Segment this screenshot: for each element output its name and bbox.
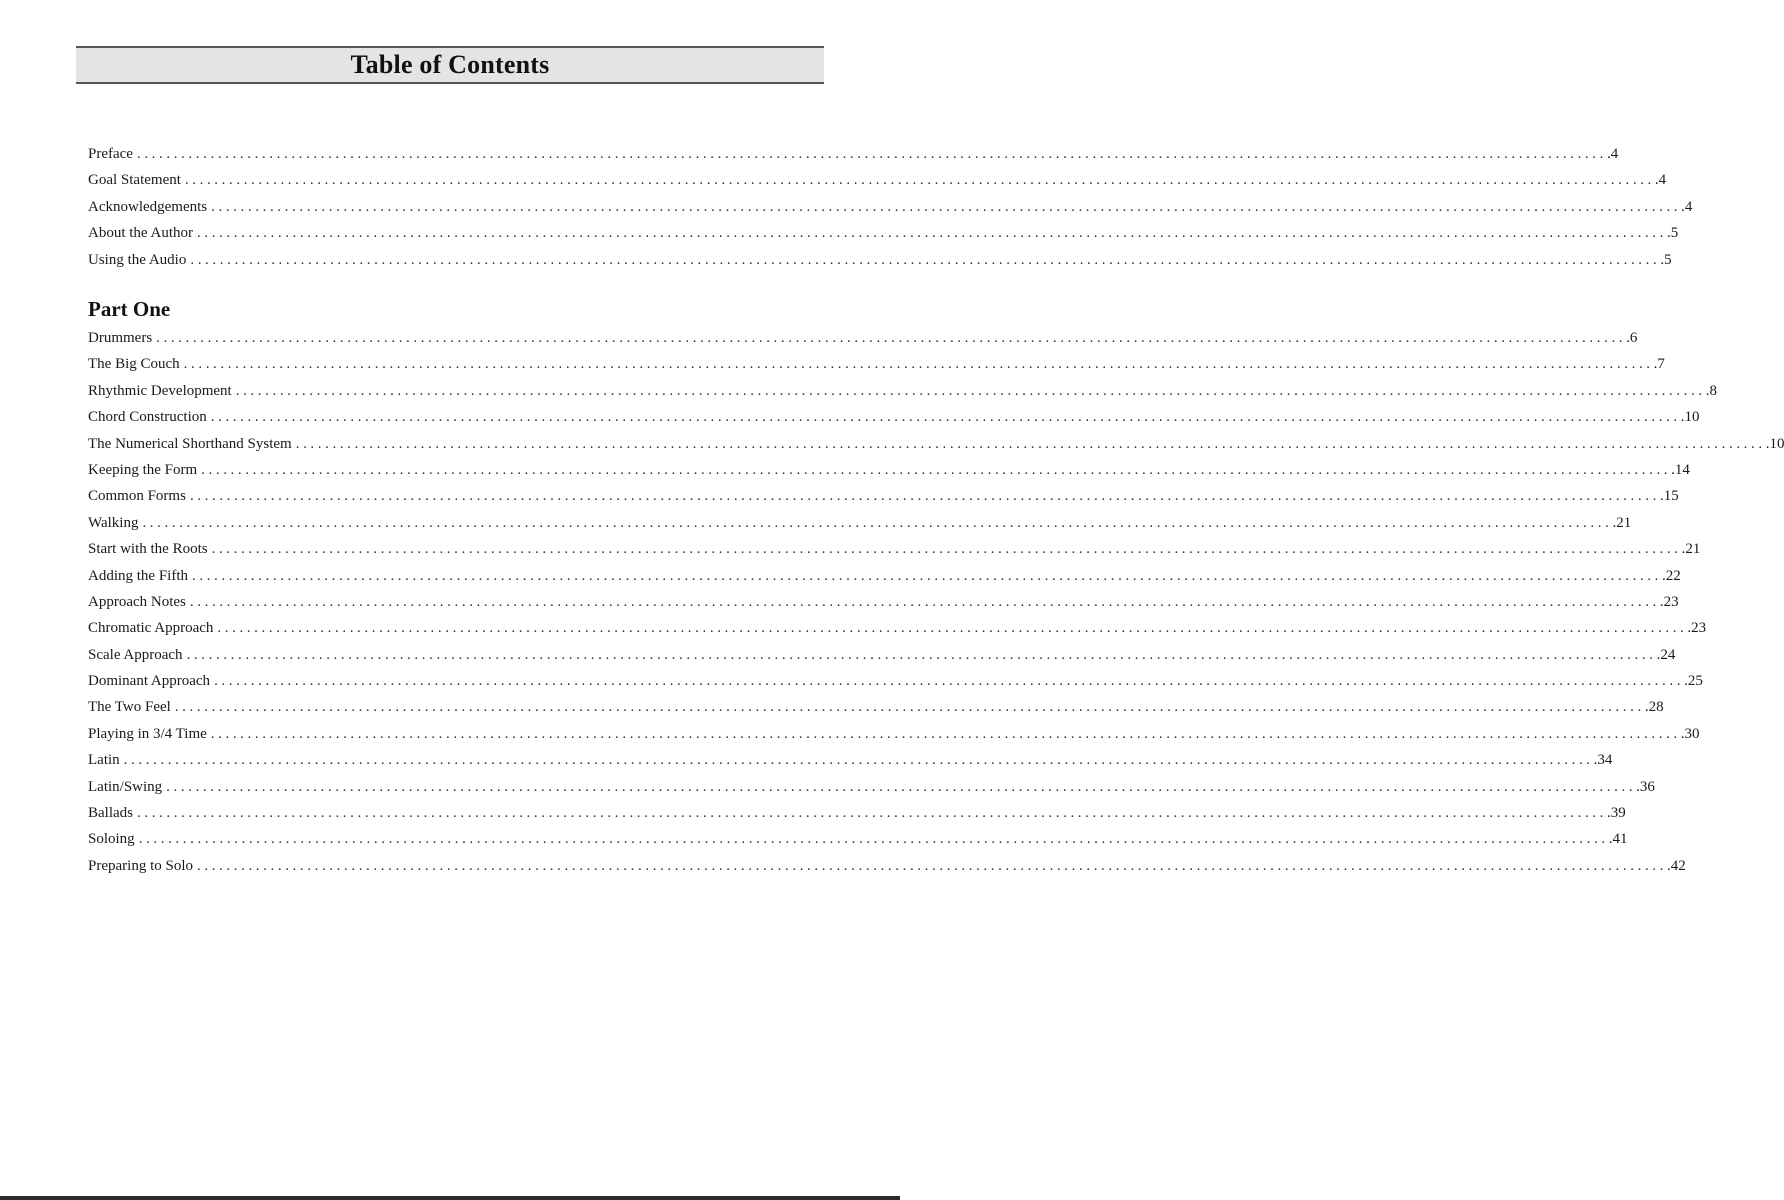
toc-entry-page: .42: [1667, 857, 1686, 874]
toc-entry-page: .6: [1626, 330, 1638, 346]
toc-entry: [88, 853, 1686, 879]
toc-entry-page: .21: [1612, 514, 1632, 531]
toc-entry-label: Walking: [88, 514, 139, 531]
toc-entry-page: .39: [1607, 805, 1626, 822]
toc-entry-label: Chord Construction: [88, 409, 207, 426]
dot-leader: ........................................................................................................................................................................................................: [211, 198, 1682, 215]
toc-entry-label: Keeping the Form: [88, 461, 198, 478]
toc-entry-page: .22: [1662, 567, 1681, 584]
dot-leader: ........................................................................................................................................................................................................: [197, 857, 1667, 874]
dot-leader: ........................................................................................................................................................................................................: [136, 146, 1607, 162]
toc-entry: [88, 141, 1619, 167]
toc-entry-label: Using the Audio: [88, 251, 187, 268]
toc-entry-label: Scale Approach: [88, 646, 183, 663]
toc-entry: [88, 668, 1703, 694]
toc-entry: [88, 615, 1707, 641]
toc-entry-page: .41: [1608, 831, 1628, 848]
toc-entry: [88, 721, 1700, 747]
toc-entry-label: About the Author: [88, 225, 193, 242]
toc-entry-label: The Big Couch: [88, 356, 180, 373]
toc-entry-page: .28: [1644, 699, 1664, 716]
toc-entry-page: .5: [1667, 225, 1679, 242]
toc-entry-page: .14: [1671, 461, 1690, 478]
toc-entry-page: .8: [1705, 382, 1717, 399]
dot-leader: ........................................................................................................................................................................................................: [192, 567, 1662, 584]
dot-leader: ........................................................................................................................................................................................................: [189, 593, 1660, 610]
toc-entry-page: .23: [1659, 593, 1679, 610]
toc-entry-page: .15: [1659, 488, 1679, 505]
dot-leader: ........................................................................................................................................................................................................: [138, 831, 1609, 848]
toc-entry-page: .24: [1656, 646, 1676, 663]
toc-entry-label: Playing in 3/4 Time: [88, 725, 207, 742]
dot-leader: ........................................................................................................................................................................................................: [217, 620, 1688, 637]
toc-entry-page: .5: [1660, 251, 1672, 268]
toc-entry: [88, 747, 1613, 773]
toc-entry-label: Chromatic Approach: [88, 620, 214, 637]
toc-entry: [88, 167, 1667, 193]
dot-leader: ........................................................................................................................................................................................................: [211, 541, 1682, 558]
toc-entry: [88, 589, 1679, 615]
toc-entry-page: .10: [1765, 435, 1784, 452]
toc-entry-label: Acknowledgements: [88, 198, 208, 215]
part-one-list: [88, 325, 1784, 879]
toc-entry: [88, 351, 1665, 377]
toc-entry: [88, 404, 1700, 430]
toc-entry-label: Preface: [88, 146, 133, 162]
toc-entry-label: Latin/Swing: [88, 778, 163, 795]
toc-entry: [88, 247, 1672, 273]
dot-leader: ........................................................................................................................................................................................................: [210, 409, 1681, 426]
toc-entry: [88, 194, 1693, 220]
toc-entry-page: .34: [1593, 752, 1613, 769]
toc-entry-page: .36: [1636, 778, 1655, 795]
toc-entry-page: .21: [1681, 541, 1701, 558]
toc-entry: [88, 774, 1655, 800]
toc-entry: [88, 563, 1681, 589]
toc-entry-label: Goal Statement: [88, 172, 181, 189]
toc-entry: [88, 826, 1628, 852]
dot-leader: ........................................................................................................................................................................................................: [166, 778, 1637, 795]
toc-entry-label: Start with the Roots: [88, 541, 208, 558]
toc-entry-label: Latin: [88, 752, 120, 769]
toc-entry-page: .7: [1653, 356, 1665, 373]
dot-leader: ........................................................................................................................................................................................................: [190, 251, 1661, 268]
toc-entry: [88, 325, 1638, 351]
section-heading-part-one: Part One: [88, 297, 171, 321]
dot-leader: ........................................................................................................................................................................................................: [189, 488, 1660, 505]
toc-entry: [88, 220, 1679, 246]
toc-entry-label: Soloing: [88, 831, 135, 848]
toc-entry-page: .25: [1684, 673, 1703, 690]
toc-entry-page: .4: [1681, 198, 1693, 215]
dot-leader: ........................................................................................................................................................................................................: [210, 725, 1681, 742]
toc-entry-label: The Two Feel: [88, 699, 171, 716]
page-bottom-border: [0, 1196, 900, 1200]
toc-entry-page: .23: [1687, 620, 1707, 637]
toc-entry-label: Approach Notes: [88, 593, 186, 610]
dot-leader: ........................................................................................................................................................................................................: [174, 699, 1645, 716]
toc-entry-label: Common Forms: [88, 488, 186, 505]
dot-leader: ........................................................................................................................................................................................................: [123, 752, 1594, 769]
dot-leader: ........................................................................................................................................................................................................: [142, 514, 1613, 531]
page-title: Table of Contents: [350, 50, 550, 79]
toc-entry-label: Preparing to Solo: [88, 857, 193, 874]
toc-entry: [88, 483, 1679, 509]
dot-leader: ........................................................................................................................................................................................................: [184, 172, 1655, 189]
toc-entry: [88, 800, 1626, 826]
toc-entry-label: Rhythmic Development: [88, 382, 232, 399]
toc-entry: [88, 378, 1717, 404]
toc-entry-page: .4: [1654, 172, 1667, 189]
toc-entry-label: Ballads: [88, 805, 133, 822]
toc-entry-label: Adding the Fifth: [88, 567, 188, 584]
title-bar: [76, 46, 824, 84]
dot-leader: ........................................................................................................................................................................................................: [214, 673, 1685, 690]
toc-entry-page: .30: [1680, 725, 1700, 742]
toc-entry-label: The Numerical Shorthand System: [88, 435, 292, 452]
dot-leader: ........................................................................................................................................................................................................: [235, 382, 1706, 399]
dot-leader: ........................................................................................................................................................................................................: [183, 356, 1654, 373]
dot-leader: ........................................................................................................................................................................................................: [295, 435, 1766, 452]
toc-entry: [88, 510, 1632, 536]
front-matter-list: [88, 141, 1693, 273]
dot-leader: ........................................................................................................................................................................................................: [186, 646, 1657, 663]
dot-leader: ........................................................................................................................................................................................................: [137, 805, 1607, 822]
toc-entry: [88, 694, 1664, 720]
toc-entry: [88, 642, 1676, 668]
dot-leader: ........................................................................................................................................................................................................: [156, 330, 1627, 346]
toc-entry: [88, 536, 1701, 562]
toc-entry: [88, 457, 1690, 483]
toc-entry-page: .10: [1680, 409, 1700, 426]
toc-entry-page: .4: [1606, 146, 1619, 162]
toc-entry-label: Dominant Approach: [88, 673, 211, 690]
dot-leader: ........................................................................................................................................................................................................: [197, 225, 1667, 242]
toc-entry-label: Drummers: [88, 330, 153, 346]
toc-entry: [88, 431, 1784, 457]
dot-leader: ........................................................................................................................................................................................................: [201, 461, 1672, 478]
